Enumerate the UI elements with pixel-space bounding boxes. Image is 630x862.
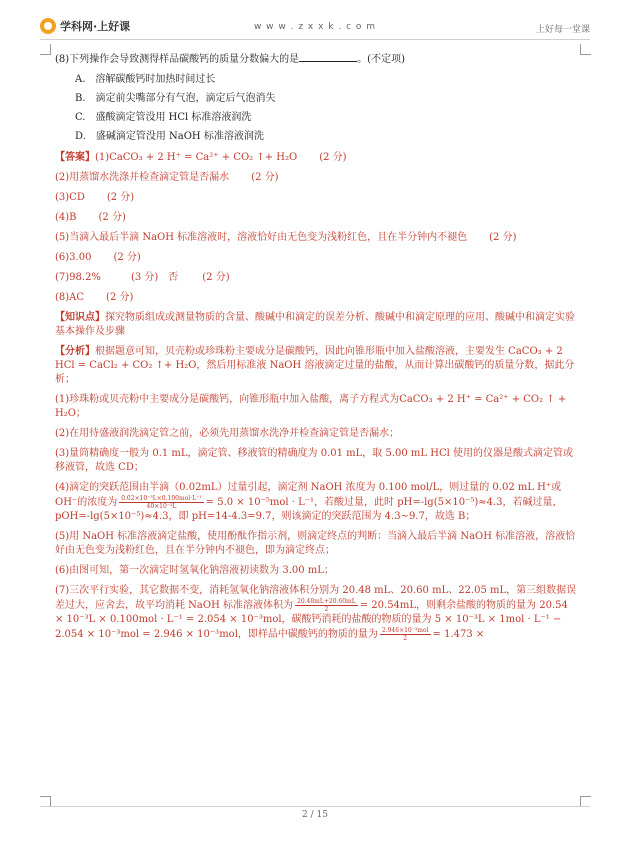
document-body [55,52,577,648]
answer-line-6: (6)3.00 (2 分) [55,252,141,263]
crop-mark-top-left [40,44,51,55]
analysis-part-2: (2)在用待盛液润洗滴定管之前，必须先用蒸馏水洗净并检查滴定管是否漏水； [55,428,400,439]
analysis-part-4: (4)滴定的突跃范围由半滴（0.02mL）过量引起，滴定剂 NaOH 浓度为 0.100 mol/L，则过量的 0.02 mL H⁺或 OH⁻的浓度为 $\frac{\text{0.02×10⁻³L×0.100mol·L⁻¹}}{\text{40×10⁻³L}}$ = 5.0 × 10⁻⁵mol · L⁻¹，若酸过量，此时 pH=-lg(5×10⁻⁵)≈4.3，若碱过量，pOH=-lg(5×10⁻⁵)≈4.3，即 pH=14-4.3=9.7，则该滴定的突跃范围为 4.3~9.7，故选 B； [55,482,563,522]
analysis-part-5: (5)用 NaOH 标准溶液滴定盐酸，使用酚酞作指示剂，则滴定终点的判断：当滴入最后半滴 NaOH 标准溶液，溶液恰好由无色变为浅粉红色，且在半分钟内不褪色，即为滴定终点； [55,531,576,556]
average-volume-fraction: $\frac{20.48mL+20.60mL}{2}$ [297,598,356,613]
analysis-part-6: (6)由图可知，第一次滴定时氢氧化钠溶液初读数为 3.00 mL； [55,565,334,576]
answer-section [55,151,577,642]
answer-blank [299,52,357,62]
header-divider [40,39,590,40]
answer-line-2: (2)用蒸馏水洗涤并检查滴定管是否漏水 (2 分) [55,172,279,183]
answer-line-4: (4)B (2 分) [55,212,126,223]
site-url: w w w . z x x k . c o m [253,22,377,32]
brand-name: 学科网·上好课 [60,20,131,33]
analysis-part-3: (3)量筒精确度一般为 0.1 mL，滴定管、移液管的精确度为 0.01 mL，取 5.00 mL HCl 使用的仪器是酸式滴定管或移液管，故选 CD； [55,448,573,473]
answer-line-5: (5)当滴入最后半滴 NaOH 标准溶液时，溶液恰好由无色变为浅粉红色，且在半分钟内不褪色 (2 分) [55,232,517,243]
analysis-part-1: (1)珍珠粉或贝壳粉中主要成分是碳酸钙，向锥形瓶中加入盐酸，离子方程式为CaCO₃ + 2 H⁺ = Ca²⁺ + CO₂ ↑ + H₂O； [55,394,567,419]
header-slogan: 上好每一堂课 [535,25,590,35]
analysis-part-7: (7)三次平行实验，其它数据不变，消耗氢氧化钠溶液体积分别为 20.48 mL、20.60 mL、22.05 mL，第三组数据误差过大，应舍去，故平均消耗 NaOH 标准溶液体积为 $\frac{20.48mL+20.60mL}{2}$ = 20.54mL，则剩余盐酸的物质的量为 20.54 × 10⁻³L × 0.100mol · L⁻¹ = 2.054 × 10⁻³mol，碳酸钙消耗的盐酸的物质的量为 5 × 10⁻³L × 1mol · L⁻¹ − 2.054 × 10⁻³mol = 2.946 × 10⁻³mol，即样品中碳酸钙的物质的量为 $\frac{\text{2.946×10⁻³mol}}{2}$ = 1.473 × [55,585,577,642]
option-c: C. 盛酸滴定管没用 HCl 标准溶液润洗 [75,112,252,123]
concentration-fraction: $\frac{\text{0.02×10⁻³L×0.100mol·L⁻¹}}{\text{40×10⁻³L}}$ [121,495,202,510]
answer-line-1: 【答案】(1)CaCO₃ + 2 H⁺ = Ca²⁺ + CO₂ ↑+ H₂O (2 分) [55,152,347,163]
crop-mark-top-right [580,44,591,55]
page-number: 2 / 15 [302,810,328,820]
analysis-intro: 【分析】根据题意可知，贝壳粉或珍珠粉主要成分是碳酸钙，因此向锥形瓶中加入盐酸溶液，主要发生 CaCO₃ + 2 HCl = CaCl₂ + CO₂ ↑+ H₂O，然后用标准液 NaOH 溶液滴定过量的盐酸，从而计算出碳酸钙的质量分数，据此分析； [55,346,575,385]
moles-fraction: $\frac{\text{2.946×10⁻³mol}}{2}$ [381,627,429,642]
option-b: B. 滴定前尖嘴部分有气泡，滴定后气泡消失 [75,93,276,104]
footer-divider [40,806,590,807]
option-a: A. 溶解碳酸钙时加热时间过长 [75,74,216,85]
answer-line-8: (8)AC (2 分) [55,292,134,303]
knowledge-points: 【知识点】探究物质组成或测量物质的含量、酸碱中和滴定的误差分析、酸碱中和滴定原理的应用、酸碱中和滴定实验基本操作及步骤 [55,312,575,337]
option-d: D. 盛碱滴定管没用 NaOH 标准溶液润洗 [75,131,264,142]
question-stem: (8)下列操作会导致测得样品碳酸钙的质量分数偏大的是 。(不定项) [55,54,405,65]
answer-line-7: (7)98.2% (3 分) 否 (2 分) [55,272,230,283]
page-header [40,16,590,44]
answer-line-3: (3)CD (2 分) [55,192,135,203]
